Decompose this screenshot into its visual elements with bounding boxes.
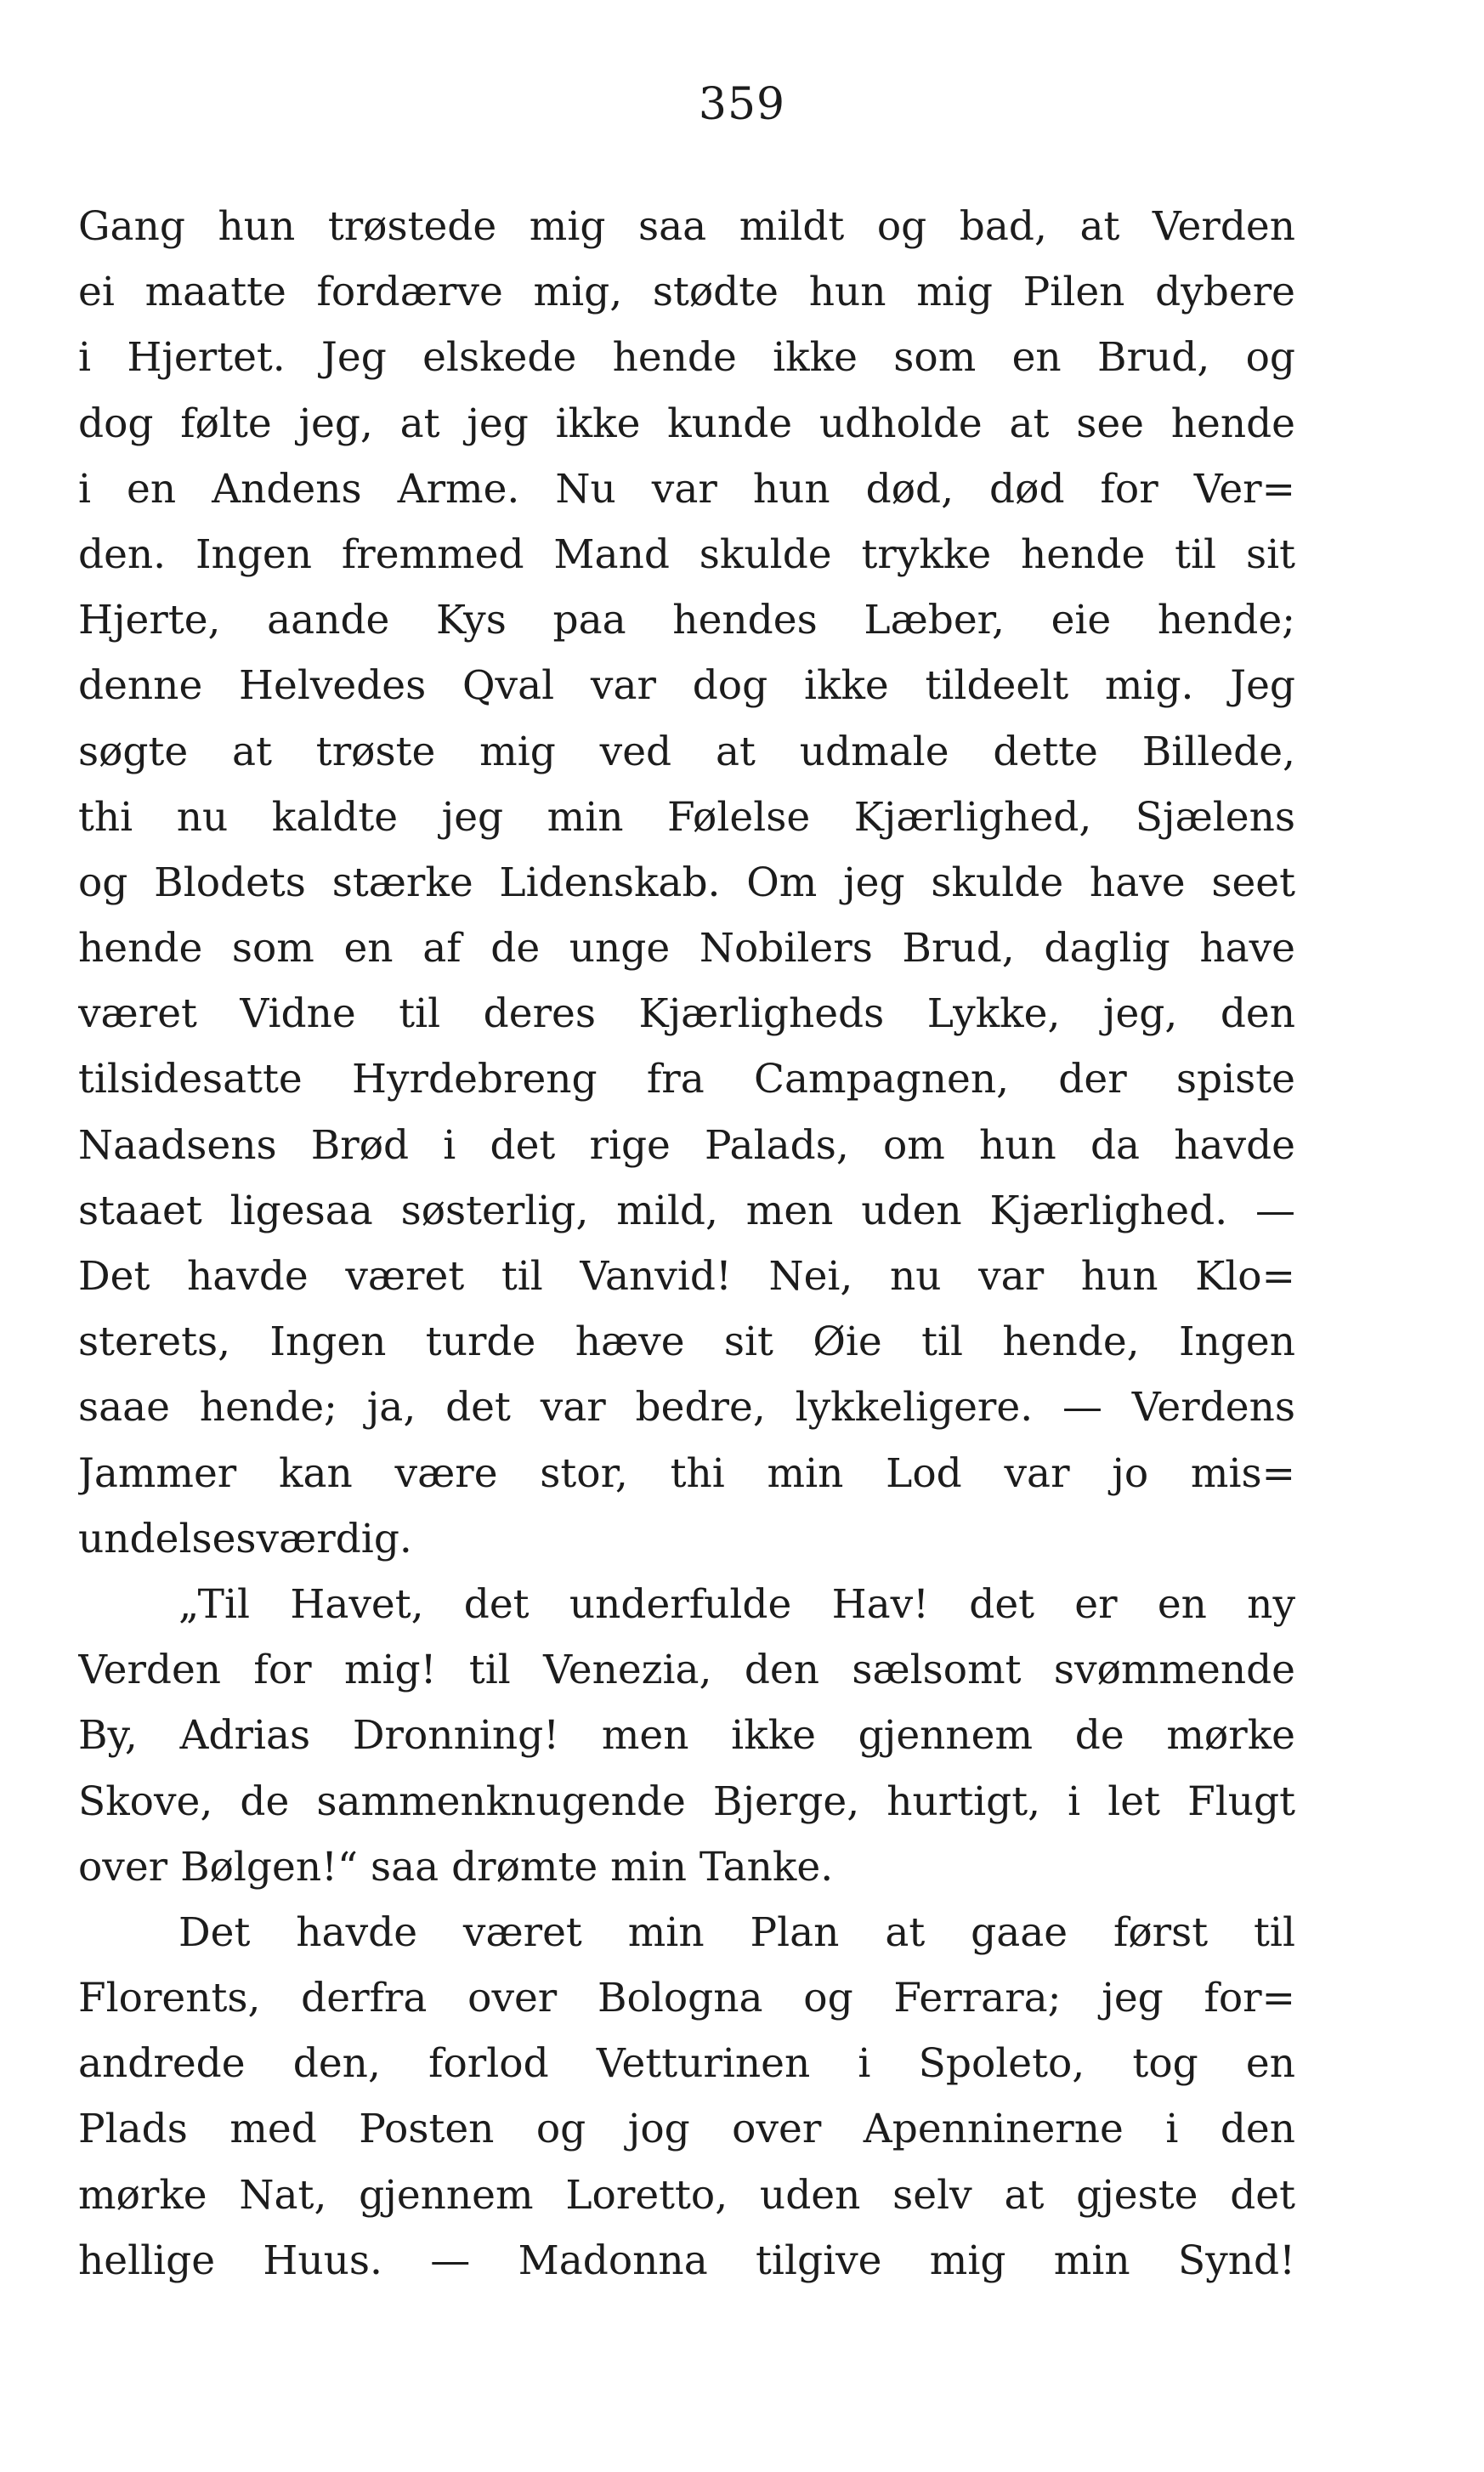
text-line: den. Ingen fremmed Mand skulde trykke hende til sit bbox=[78, 530, 1295, 578]
text-line: mørke Nat, gjennem Loretto, uden selv at gjeste det bbox=[78, 2171, 1295, 2219]
text-line: dog følte jeg, at jeg ikke kunde udholde at see hende bbox=[78, 400, 1295, 447]
text-line: i en Andens Arme. Nu var hun død, død for Ver= bbox=[78, 465, 1295, 513]
text-line: Det havde været min Plan at gaae først til bbox=[178, 1908, 1295, 1956]
text-line: over Bølgen!“ saa drømte min Tanke. bbox=[78, 1843, 834, 1891]
text-line: sterets, Ingen turde hæve sit Øie til hende, Ingen bbox=[78, 1318, 1295, 1366]
body-text bbox=[78, 194, 1295, 2293]
text-line: Florents, derfra over Bologna og Ferrara; jeg for= bbox=[78, 1975, 1295, 2022]
text-line: Naadsens Brød i det rige Palads, om hun da havde bbox=[78, 1121, 1295, 1169]
text-line: staaet ligesaa søsterlig, mild, men uden Kjærlighed. — bbox=[78, 1187, 1295, 1234]
text-line: „Til Havet, det underfulde Hav! det er en ny bbox=[178, 1580, 1295, 1628]
text-line: denne Helvedes Qval var dog ikke tildeelt mig. Jeg bbox=[78, 662, 1295, 710]
text-line: i Hjertet. Jeg elskede hende ikke som en Brud, og bbox=[78, 334, 1295, 382]
text-line: By, Adrias Dronning! men ikke gjennem de mørke bbox=[78, 1712, 1295, 1760]
text-line: thi nu kaldte jeg min Følelse Kjærlighed, Sjælens bbox=[78, 793, 1295, 841]
text-line: søgte at trøste mig ved at udmale dette Billede, bbox=[78, 728, 1295, 775]
text-line: Skove, de sammenknugende Bjerge, hurtigt, i let Flugt bbox=[78, 1777, 1295, 1825]
text-line: Hjerte, aande Kys paa hendes Læber, eie hende; bbox=[78, 597, 1295, 644]
text-line: Verden for mig! til Venezia, den sælsomt svømmende bbox=[78, 1647, 1295, 1694]
text-line: andrede den, forlod Vetturinen i Spoleto, tog en bbox=[78, 2040, 1295, 2088]
text-line: ei maatte fordærve mig, stødte hun mig Pilen dybere bbox=[78, 269, 1295, 316]
text-line: Plads med Posten og jog over Apenninerne i den bbox=[78, 2106, 1295, 2153]
text-line: hellige Huus. — Madonna tilgive mig min Synd! bbox=[78, 2237, 1295, 2284]
text-line: saae hende; ja, det var bedre, lykkeligere. — Verdens bbox=[78, 1384, 1295, 1432]
text-line: tilsidesatte Hyrdebreng fra Campagnen, der spiste bbox=[78, 1056, 1295, 1103]
text-line: Det havde været til Vanvid! Nei, nu var hun Klo= bbox=[78, 1253, 1295, 1300]
text-line: undelsesværdig. bbox=[78, 1515, 412, 1562]
page-number: 359 bbox=[698, 79, 786, 130]
text-line: hende som en af de unge Nobilers Brud, daglig have bbox=[78, 925, 1295, 972]
text-line: Jammer kan være stor, thi min Lod var jo mis= bbox=[78, 1449, 1295, 1497]
text-line: været Vidne til deres Kjærligheds Lykke, jeg, den bbox=[78, 990, 1295, 1038]
text-line: Gang hun trøstede mig saa mildt og bad, at Verden bbox=[78, 203, 1295, 250]
text-line: og Blodets stærke Lidenskab. Om jeg skulde have seet bbox=[78, 859, 1295, 906]
